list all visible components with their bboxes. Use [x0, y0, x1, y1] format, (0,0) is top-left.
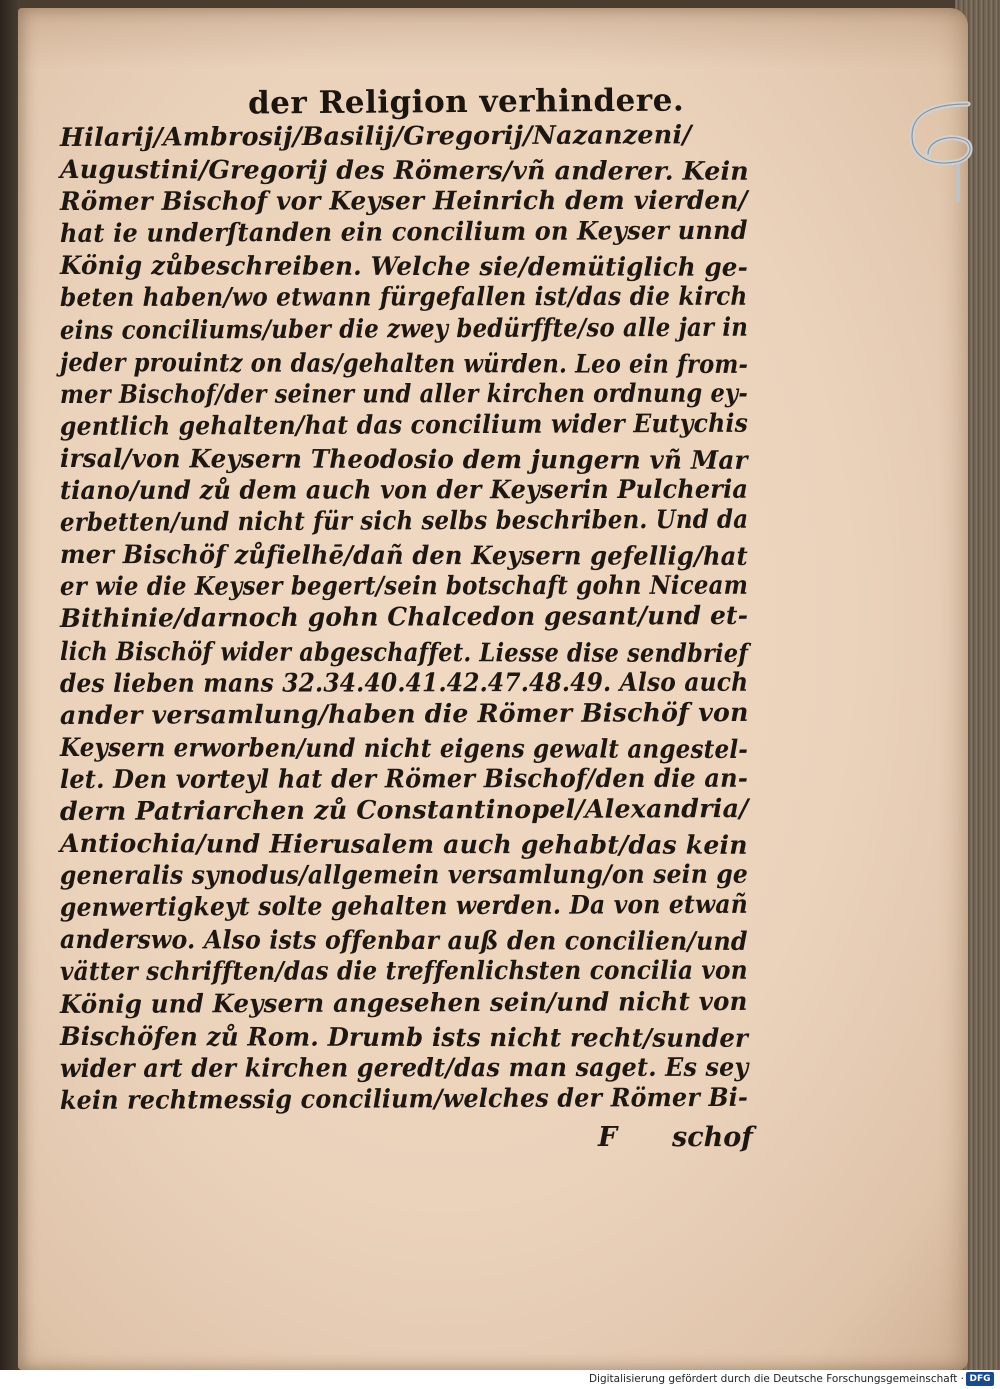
text-line: irsal/von Keysern Theodosio dem jungern vñ Mar [59, 443, 748, 476]
paperclip-icon [898, 96, 978, 206]
text-line: Bithinie/darnoch gohn Chalcedon gesant/und et‑ [59, 601, 749, 635]
text-line: hat ie underſtanden ein concilium on Keyser unnd [59, 216, 748, 250]
body-text [60, 122, 750, 1117]
text-line: generalis synodus/allgemein versamlung/on sein ge [59, 859, 749, 892]
text-line: gentlich gehalten/hat das concilium wider Eutychis [59, 408, 749, 442]
text-line: des lieben mans 32.34.40.41.42.47.48.49. Also auch [59, 667, 749, 699]
text-line: dern Patriarchen zů Constantinopel/Alexandria/ [59, 793, 749, 827]
text-line: let. Den vorteyl hat der Römer Bischof/den die an‑ [59, 763, 749, 795]
text-line: genwertigkeyt solte gehalten werden. Da von etwañ [59, 889, 748, 924]
text-line: Römer Bischof vor Keyser Heinrich dem vierden/ [59, 185, 748, 218]
text-line: ander versamlung/haben die Römer Bischöf von [59, 697, 749, 731]
text-line: Bischöfen zů Rom. Drumb ists nicht recht/sunder [59, 1021, 749, 1054]
text-line: er wie die Keyser begert/sein botschaft gohn Niceam [59, 570, 749, 603]
text-line: Hilarij/Ambrosij/Basilij/Gregorij/Nazanzeni/ [59, 120, 692, 153]
text-line: König und Keysern angesehen sein/und nicht von [59, 986, 748, 1020]
footer-credit: Digitalisierung gefördert durch die Deutsche Forschungsgemeinschaft · [588, 1373, 964, 1385]
text-line: Keysern erworben/und nicht eigens gewalt angestel‑ [59, 732, 749, 765]
text-line: mer Bischöf zůfielhē/dañ den Keysern gefellig/hat [59, 540, 748, 573]
running-head: der Religion verhindere. [247, 82, 685, 122]
text-line: jeder prouintz on das/gehalten würden. Leo ein from‑ [59, 347, 749, 380]
text-line: lich Bischöf wider abgeschaffet. Liesse dise sendbrief [59, 636, 749, 669]
text-line: anderswo. Also ists offenbar auß den concilien/und [59, 925, 748, 958]
text-line: König zůbeschreiben. Welche sie/demütiglich ge‑ [59, 251, 749, 284]
text-line: erbetten/und nicht für sich selbs beschriben. Und da [59, 504, 749, 539]
text-line: kein rechtmessig concilium/welches der Römer Bi‑ [59, 1082, 749, 1116]
text-line: mer Bischof/der seiner und aller kirchen ordnung ey‑ [59, 378, 748, 410]
text-line: eins conciliums/uber die zwey bedürffte/so alle jar in [59, 312, 749, 346]
text-line: Antiochia/und Hierusalem auch gehabt/das kein [59, 829, 748, 861]
signature-mark: F [598, 1122, 618, 1153]
text-line: vätter schrifften/das die treffenlichsten concilia von [59, 956, 748, 988]
scan-left-border [0, 0, 20, 1370]
paper-stain [18, 8, 968, 68]
catchword: schof [672, 1122, 753, 1153]
text-line: tiano/und zů dem auch von der Keyserin Pulcheria [59, 474, 749, 507]
text-line: wider art der kirchen geredt/das man saget. Es sey [59, 1052, 749, 1084]
text-line: beten haben/wo etwann fürgefallen ist/das die kirch [59, 282, 748, 314]
text-line: Augustini/Gregorij des Römers/vñ anderer. Kein [59, 155, 749, 187]
dfg-logo: DFG [966, 1372, 994, 1386]
